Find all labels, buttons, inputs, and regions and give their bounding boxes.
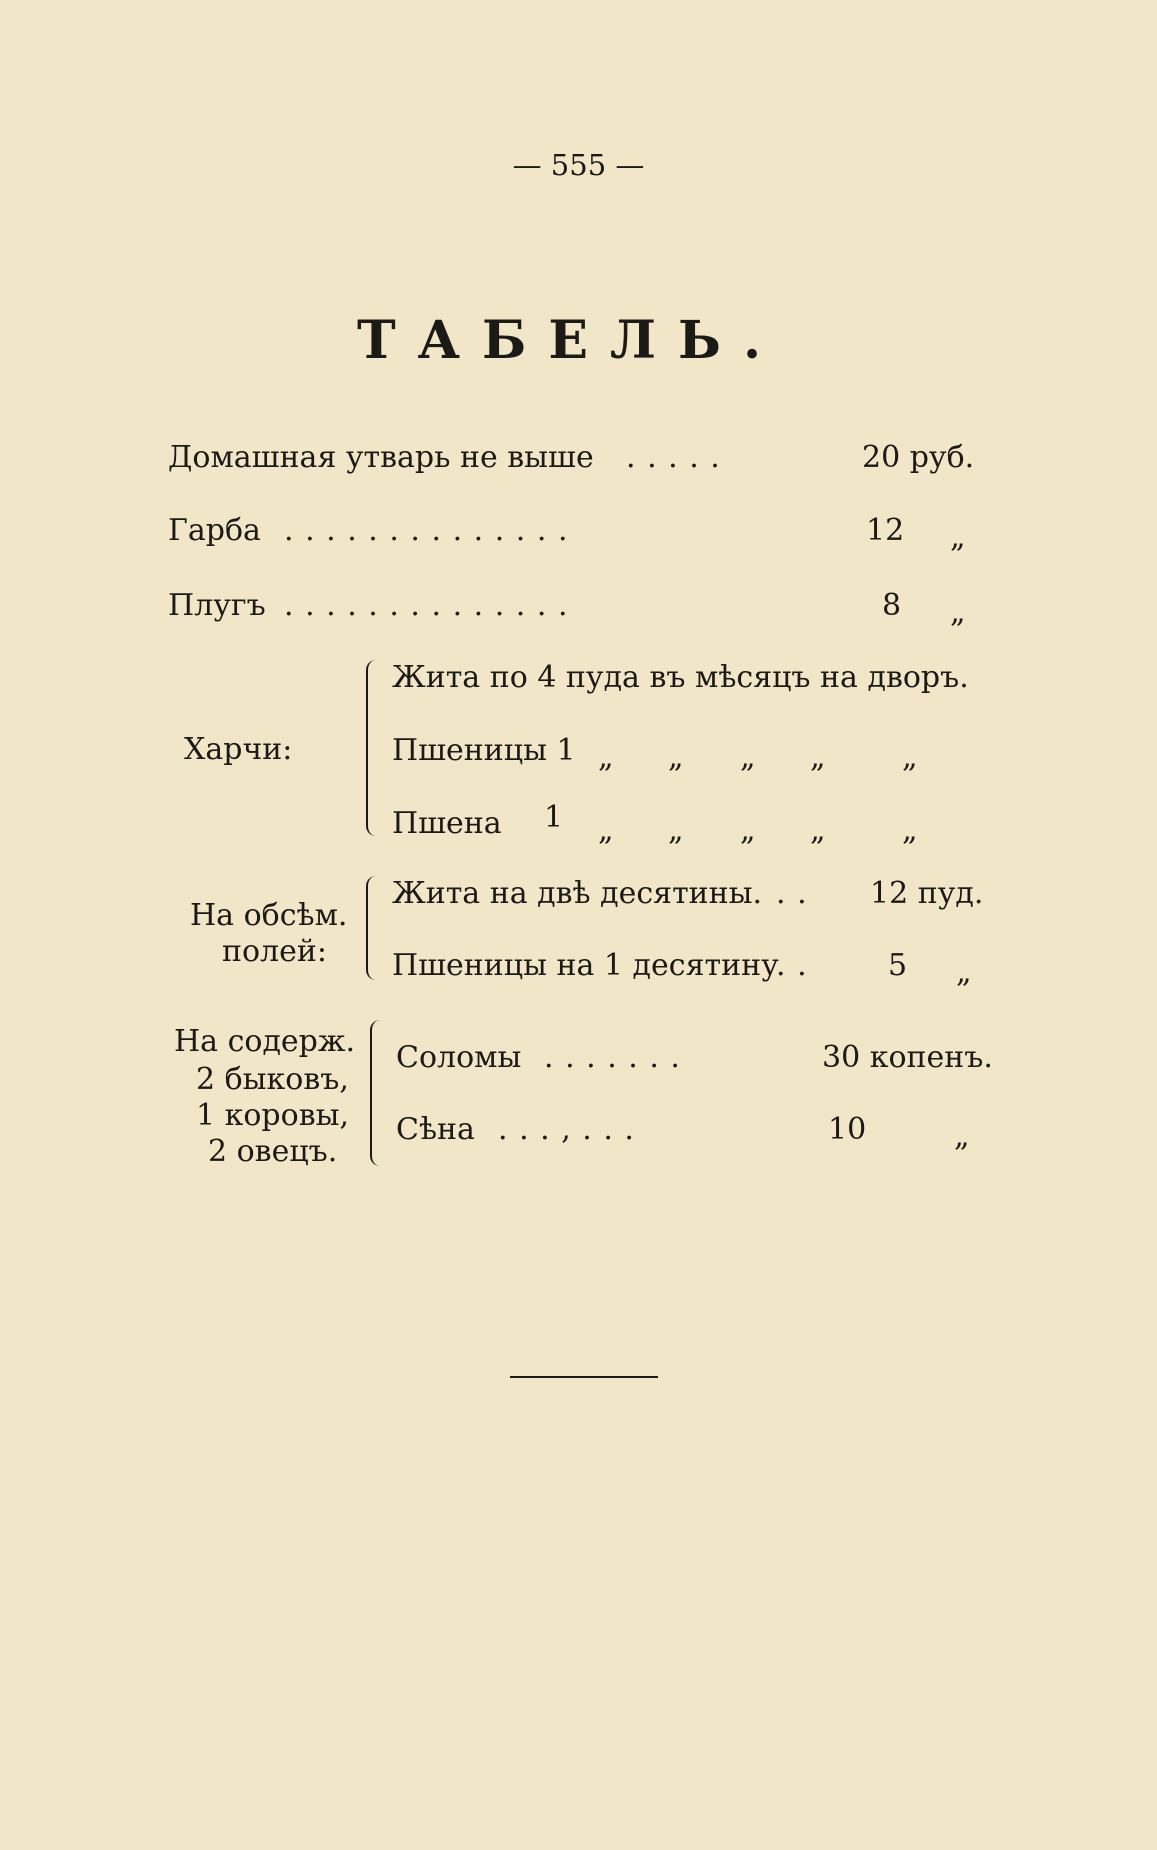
ditto-mark: „ — [956, 955, 972, 990]
group-label-sowing: На обсѣм. — [190, 898, 348, 933]
group-label-livestock: 1 коровы, — [196, 1098, 350, 1133]
page-number: — 555 — — [512, 148, 645, 182]
leader-dots: . . — [776, 876, 808, 911]
group-label-livestock: 2 быковъ, — [196, 1062, 349, 1097]
item-label: Гарба — [168, 513, 261, 548]
brace — [366, 876, 376, 980]
ditto-mark: „ — [598, 740, 614, 775]
ditto-mark: „ — [740, 740, 756, 775]
group-label-livestock: 2 овецъ. — [208, 1134, 338, 1169]
brace — [370, 1020, 380, 1166]
ration-number: 1 — [544, 800, 564, 835]
ditto-mark: „ — [810, 813, 826, 848]
ditto-mark: „ — [950, 520, 966, 555]
leader-dots: . . — [776, 948, 808, 983]
leader-dots: . . . , . . . — [498, 1112, 635, 1147]
group-label-sowing: полей: — [222, 934, 327, 969]
livestock-line: Сѣна — [396, 1112, 475, 1147]
item-value: 20 руб. — [862, 440, 975, 475]
ditto-mark: „ — [668, 740, 684, 775]
group-label-livestock: На содерж. — [174, 1024, 356, 1059]
ditto-mark: „ — [954, 1119, 970, 1154]
ditto-mark: „ — [810, 740, 826, 775]
ration-line: Жита по 4 пуда въ мѣсяцъ на дворъ. — [392, 660, 969, 695]
ditto-mark: „ — [740, 813, 756, 848]
leader-dots: . . . . . — [626, 440, 721, 475]
divider-rule — [510, 1376, 658, 1378]
ditto-mark: „ — [902, 813, 918, 848]
page-title: ТАБЕЛЬ. — [356, 310, 784, 371]
item-value: 8 — [882, 588, 902, 623]
item-value: 12 пуд. — [870, 876, 984, 911]
item-value: 10 — [828, 1112, 867, 1147]
leader-dots: . . . . . . . . . . . . . . — [284, 513, 569, 548]
item-label: Плугъ — [168, 588, 266, 623]
item-value: 5 — [888, 948, 908, 983]
brace — [366, 660, 376, 836]
ration-line: Пшеницы 1 — [392, 733, 576, 768]
leader-dots: . . . . . . . . . . . . . . — [284, 588, 569, 623]
ditto-mark: „ — [902, 740, 918, 775]
sowing-line: Пшеницы на 1 десятину — [392, 948, 779, 983]
item-value: 30 копенъ. — [822, 1040, 993, 1075]
item-label: Домашная утварь не выше — [168, 440, 594, 475]
leader-dots: . . . . . . . — [544, 1040, 681, 1075]
ditto-mark: „ — [950, 595, 966, 630]
ditto-mark: „ — [668, 813, 684, 848]
ditto-mark: „ — [598, 813, 614, 848]
group-label-rations: Харчи: — [184, 732, 293, 767]
ration-line: Пшена — [392, 806, 502, 841]
livestock-line: Соломы — [396, 1040, 522, 1075]
item-value: 12 — [866, 513, 905, 548]
sowing-line: Жита на двѣ десятины. — [392, 876, 763, 911]
